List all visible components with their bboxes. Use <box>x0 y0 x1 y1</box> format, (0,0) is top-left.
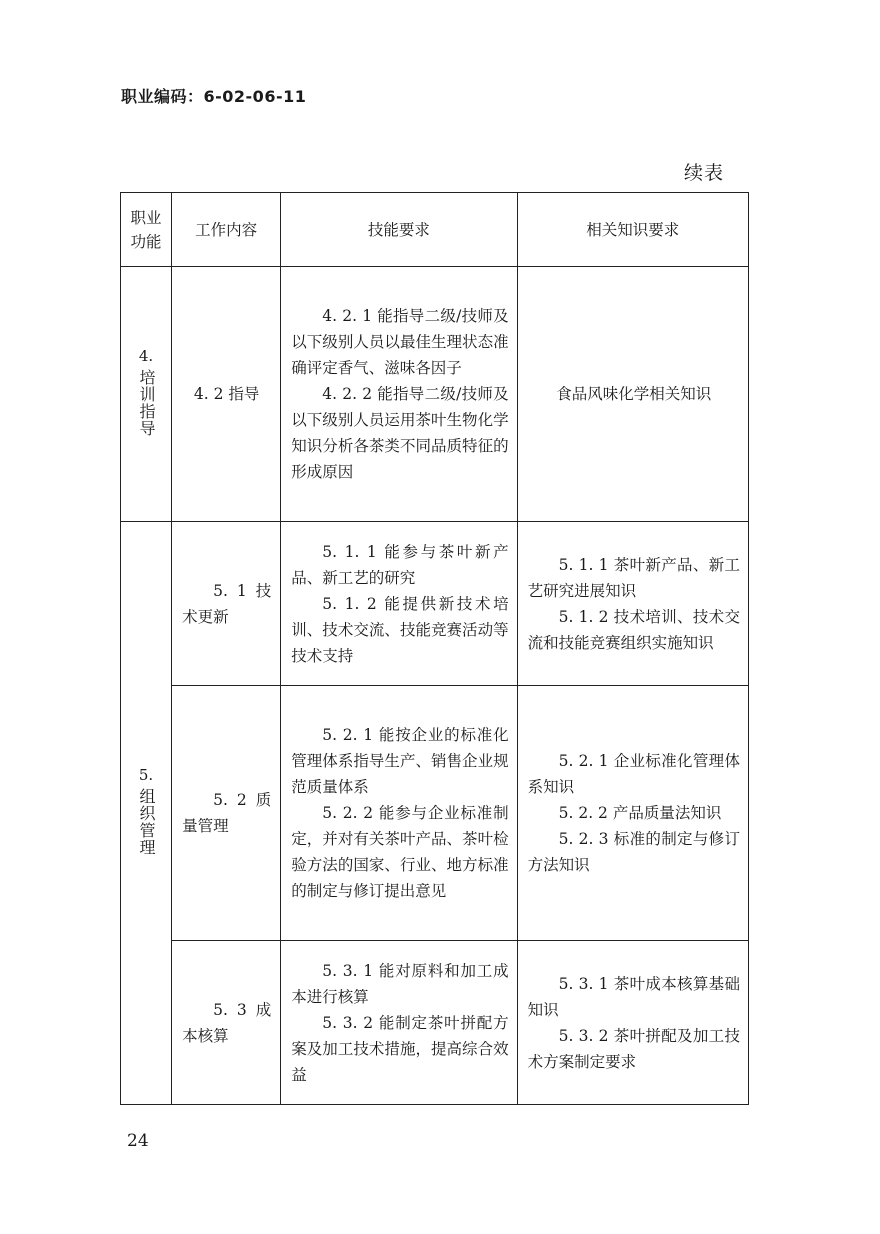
table-row <box>121 267 749 522</box>
work-content-cell: 5. 3 成本核算 <box>172 941 281 1105</box>
header-function: 职业 功能 <box>121 193 172 267</box>
skill-cell: 4. 2. 1 能指导二级/技师及以下级别人员以最佳生理状态准确评定香气、滋味各因子 4. 2. 2 能指导二级/技师及以下级别人员运用茶叶生物化学知识分析各茶类不同品质特征的形成原因 <box>281 267 517 522</box>
table-row <box>121 686 749 941</box>
work-content-cell: 5. 1 技术更新 <box>172 522 281 686</box>
continued-table-label: 续表 <box>684 162 725 184</box>
table-header-row <box>121 193 749 267</box>
skill-cell: 5. 2. 1 能按企业的标准化管理体系指导生产、销售企业规范质量体系 5. 2. 2 能参与企业标准制定，并对有关茶叶产品、茶叶检验方法的国家、行业、地方标准的制定与修订提出意见 <box>281 686 517 941</box>
header-work-content: 工作内容 <box>172 193 281 267</box>
work-content-cell: 5. 2 质量管理 <box>172 686 281 941</box>
knowledge-cell: 食品风味化学相关知识 <box>517 267 748 522</box>
function-cell-training: 4. 培训指导 <box>121 267 172 522</box>
table-row <box>121 941 749 1105</box>
occupation-code: 职业编码：6-02-06-11 <box>121 87 307 106</box>
page-number: 24 <box>127 1131 149 1151</box>
knowledge-cell: 5. 1. 1 茶叶新产品、新工艺研究进展知识 5. 1. 2 技术培训、技术交流和技能竞赛组织实施知识 <box>517 522 748 686</box>
table-row <box>121 522 749 686</box>
skill-cell: 5. 1. 1 能参与茶叶新产品、新工艺的研究 5. 1. 2 能提供新技术培训、技术交流、技能竞赛活动等技术支持 <box>281 522 517 686</box>
knowledge-cell: 5. 2. 1 企业标准化管理体系知识 5. 2. 2 产品质量法知识 5. 2. 3 标准的制定与修订方法知识 <box>517 686 748 941</box>
header-skill-requirements: 技能要求 <box>281 193 517 267</box>
skill-cell: 5. 3. 1 能对原料和加工成本进行核算 5. 3. 2 能制定茶叶拼配方案及加工技术措施，提高综合效益 <box>281 941 517 1105</box>
work-content-cell: 4. 2 指导 <box>172 267 281 522</box>
skill-requirements-table <box>120 192 749 1105</box>
knowledge-cell: 5. 3. 1 茶叶成本核算基础知识 5. 3. 2 茶叶拼配及加工技术方案制定要求 <box>517 941 748 1105</box>
function-cell-management: 5. 组织管理 <box>121 522 172 1105</box>
header-knowledge-requirements: 相关知识要求 <box>517 193 748 267</box>
